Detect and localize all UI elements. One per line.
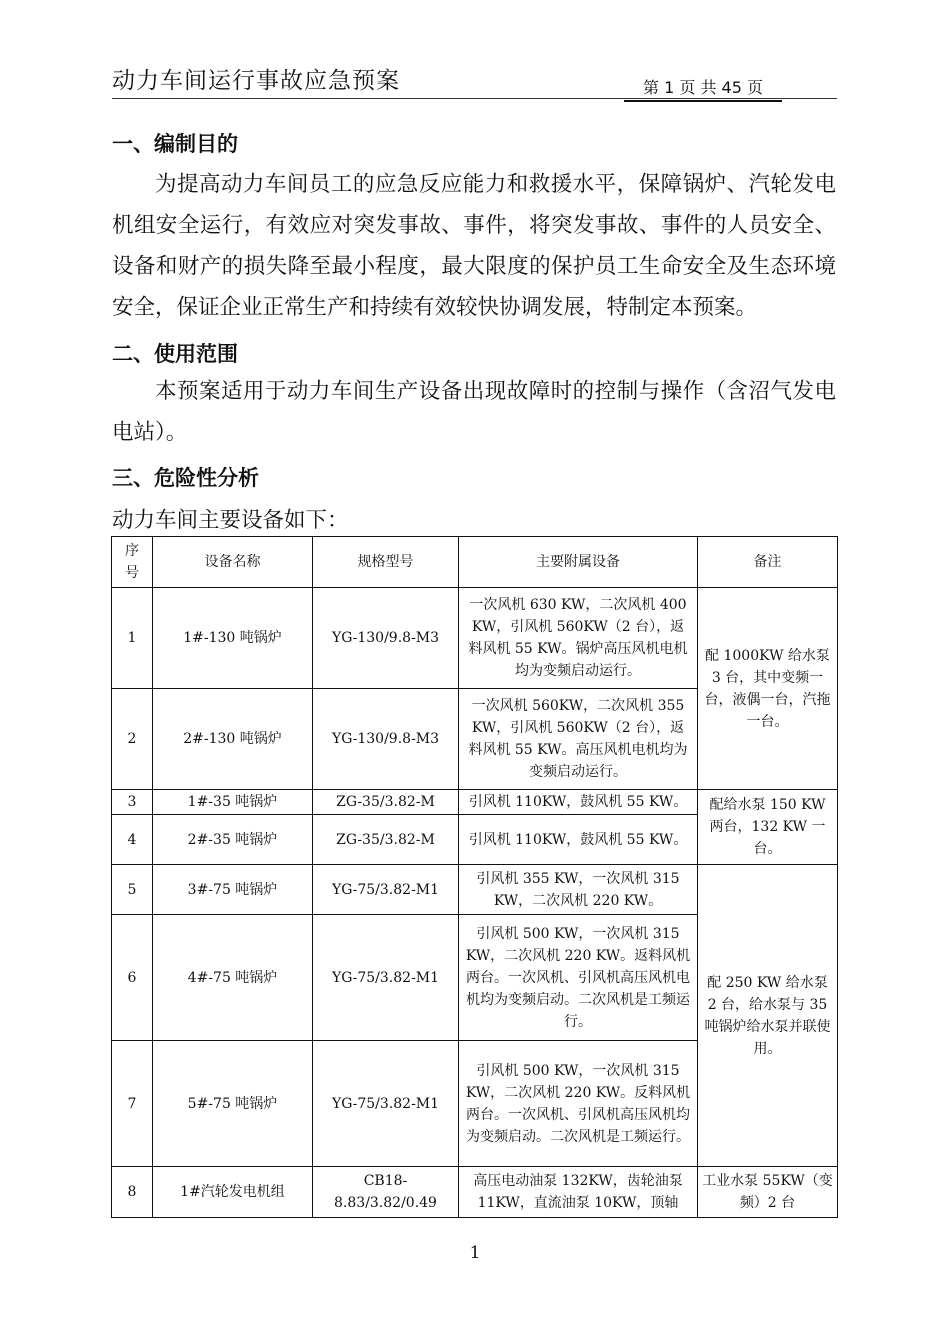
cell-note: 工业水泵 55KW（变频）2 台: [698, 1167, 838, 1218]
cell-name: 2#-130 吨锅炉: [153, 689, 313, 790]
cell-no: 2: [112, 689, 153, 790]
section-heading-hazard: 三、危险性分析: [112, 466, 259, 490]
header-cell-no: 序号: [112, 537, 153, 588]
cell-name: 1#-35 吨锅炉: [153, 790, 313, 815]
table-row: [112, 588, 838, 689]
table-row: [112, 1167, 838, 1218]
cell-note: 配 250 KW 给水泵 2 台，给水泵与 35 吨锅炉给水泵并联使用。: [698, 865, 838, 1167]
cell-model: ZG-35/3.82-M: [313, 815, 459, 865]
cell-aux: 引风机 500 KW，一次风机 315 KW，二次风机 220 KW。返料风机两台。一次风机、引风机高压风机电机均为变频启动。二次风机是工频运行。: [459, 915, 698, 1041]
cell-name: 1#-130 吨锅炉: [153, 588, 313, 689]
cell-no: 7: [112, 1041, 153, 1167]
table-row: [112, 790, 838, 815]
cell-aux: 一次风机 560KW，二次风机 355 KW，引风机 560KW（2 台），返料风机 55 KW。高压风机电机均为变频启动运行。: [459, 689, 698, 790]
cell-aux: 引风机 110KW，鼓风机 55 KW。: [459, 790, 698, 815]
cell-no: 6: [112, 915, 153, 1041]
section-text-scope: 本预案适用于动力车间生产设备出现故障时的控制与操作（含沼气发电电站）。: [112, 379, 836, 445]
cell-aux: 引风机 110KW，鼓风机 55 KW。: [459, 815, 698, 865]
table-header-row: [112, 537, 838, 588]
cell-model: YG-130/9.8-M3: [313, 689, 459, 790]
cell-note: 配给水泵 150 KW 两台，132 KW 一台。: [698, 790, 838, 865]
cell-note: 配 1000KW 给水泵 3 台，其中变频一台，液偶一台，汽拖一台。: [698, 588, 838, 790]
cell-aux: 高压电动油泵 132KW，齿轮油泵 11KW，直流油泵 10KW，顶轴: [459, 1167, 698, 1218]
cell-name: 3#-75 吨锅炉: [153, 865, 313, 915]
cell-aux: 引风机 500 KW，一次风机 315 KW，二次风机 220 KW。反料风机两台。一次风机、引风机高压风机均为变频启动。二次风机是工频运行。: [459, 1041, 698, 1167]
cell-no: 8: [112, 1167, 153, 1218]
header-cell-note: 备注: [698, 537, 838, 588]
table-row: [112, 865, 838, 915]
cell-model: CB18-8.83/3.82/0.49: [313, 1167, 459, 1218]
header-divider: [112, 98, 837, 99]
cell-no: 3: [112, 790, 153, 815]
cell-name: 4#-75 吨锅炉: [153, 915, 313, 1041]
header-cell-name: 设备名称: [153, 537, 313, 588]
cell-model: YG-75/3.82-M1: [313, 915, 459, 1041]
cell-no: 5: [112, 865, 153, 915]
cell-model: YG-75/3.82-M1: [313, 1041, 459, 1167]
cell-name: 5#-75 吨锅炉: [153, 1041, 313, 1167]
section-heading-purpose: 一、编制目的: [112, 132, 238, 156]
header-cell-aux: 主要附属设备: [459, 537, 698, 588]
cell-model: ZG-35/3.82-M: [313, 790, 459, 815]
section-text-hazard-intro: 动力车间主要设备如下：: [112, 508, 349, 533]
section-text-purpose: 为提高动力车间员工的应急反应能力和救援水平，保障锅炉、汽轮发电机组安全运行，有效应对突发事故、事件，将突发事故、事件的人员安全、设备和财产的损失降至最小程度，最大限度的保护员工生命安全及生态环境安全，保证企业正常生产和持续有效较快协调发展，特制定本预案。: [112, 172, 836, 320]
cell-no: 4: [112, 815, 153, 865]
header-cell-model: 规格型号: [313, 537, 459, 588]
document-header-title: 动力车间运行事故应急预案: [112, 68, 400, 94]
cell-aux: 引风机 355 KW，一次风机 315 KW，二次风机 220 KW。: [459, 865, 698, 915]
cell-model: YG-130/9.8-M3: [313, 588, 459, 689]
page-footer-number: 1: [469, 1243, 481, 1263]
page-indicator: 第 1 页 共 45 页: [624, 76, 782, 102]
cell-no: 1: [112, 588, 153, 689]
equipment-table: [111, 536, 838, 1218]
section-heading-scope: 二、使用范围: [112, 342, 238, 366]
cell-name: 2#-35 吨锅炉: [153, 815, 313, 865]
cell-model: YG-75/3.82-M1: [313, 865, 459, 915]
cell-aux: 一次风机 630 KW，二次风机 400 KW，引风机 560KW（2 台），返料风机 55 KW。锅炉高压风机电机均为变频启动运行。: [459, 588, 698, 689]
cell-name: 1#汽轮发电机组: [153, 1167, 313, 1218]
